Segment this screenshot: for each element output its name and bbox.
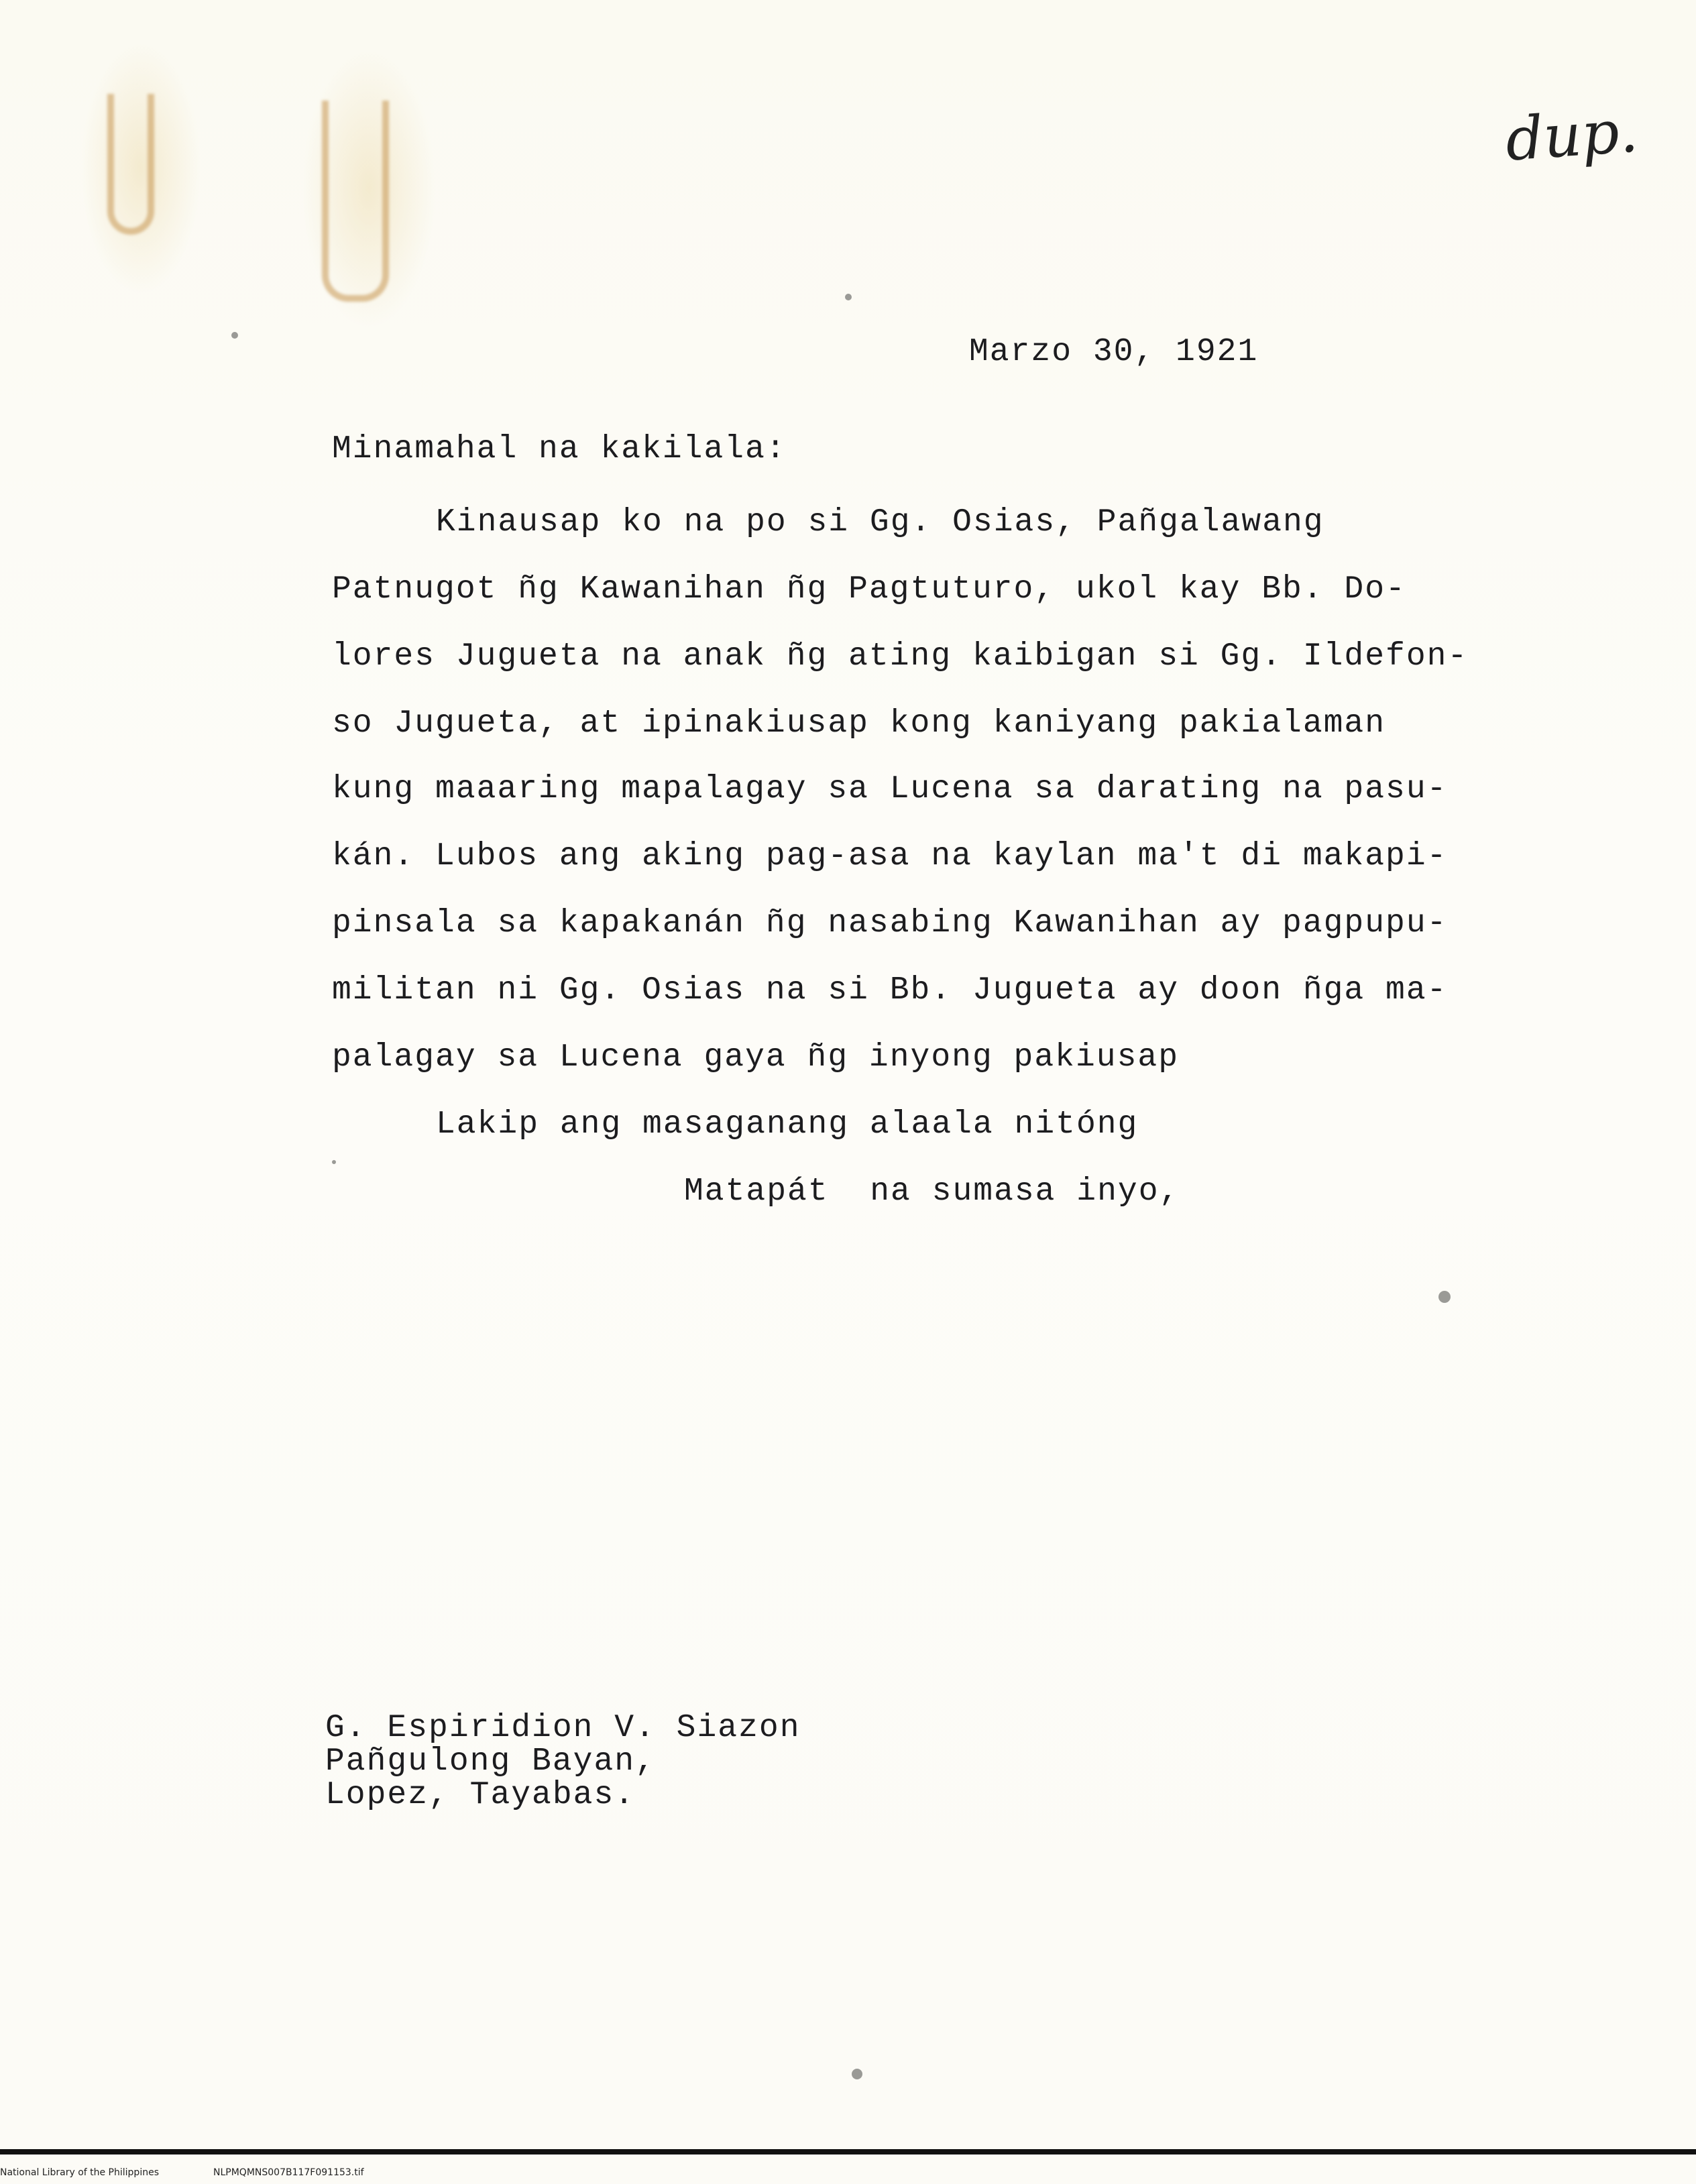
footer-file-id: NLPMQMNS007B117F091153.tif [213,2167,364,2178]
addressee-place: Lopez, Tayabas. [325,1777,636,1813]
body-line: kung maaaring mapalagay sa Lucena sa darating na pasu- [332,771,1448,807]
body-line: lores Jugueta na anak ñg ating kaibigan si Gg. Ildefon- [332,638,1469,675]
closing-line: Lakip ang masaganang alaala nitóng [436,1106,1139,1143]
scan-bottom-rule [0,2149,1696,2154]
paper-clip-mark-icon [322,101,389,302]
addressee-title: Pañgulong Bayan, [325,1743,656,1780]
addressee-name: G. Espiridion V. Siazon [325,1710,801,1746]
paper-speck [1438,1291,1451,1303]
paper-speck [852,2069,862,2079]
handwritten-annotation: dup. [1503,96,1640,174]
body-line: Patnugot ñg Kawanihan ñg Pagtuturo, ukol kay Bb. Do- [332,571,1406,608]
complimentary-close: Matapát na sumasa inyo, [684,1173,1180,1210]
paper-speck [332,1160,336,1164]
paper-clip-mark-icon [107,94,154,235]
salutation: Minamahal na kakilala: [332,431,787,467]
paper-speck [845,294,852,300]
body-line: Kinausap ko na po si Gg. Osias, Pañgalawang [436,504,1324,540]
body-line: palagay sa Lucena gaya ñg inyong pakiusap [332,1039,1179,1076]
paper-speck [231,332,238,339]
letter-date: Marzo 30, 1921 [969,334,1259,370]
body-line: so Jugueta, at ipinakiusap kong kaniyang pakialaman [332,705,1386,742]
body-line: kán. Lubos ang aking pag-asa na kaylan ma't di makapi- [332,838,1448,874]
body-line: pinsala sa kapakanán ñg nasabing Kawanihan ay pagpupu- [332,905,1448,941]
body-line: militan ni Gg. Osias na si Bb. Jugueta ay doon ñga ma- [332,972,1448,1009]
footer-source: National Library of the Philippines [0,2167,159,2178]
